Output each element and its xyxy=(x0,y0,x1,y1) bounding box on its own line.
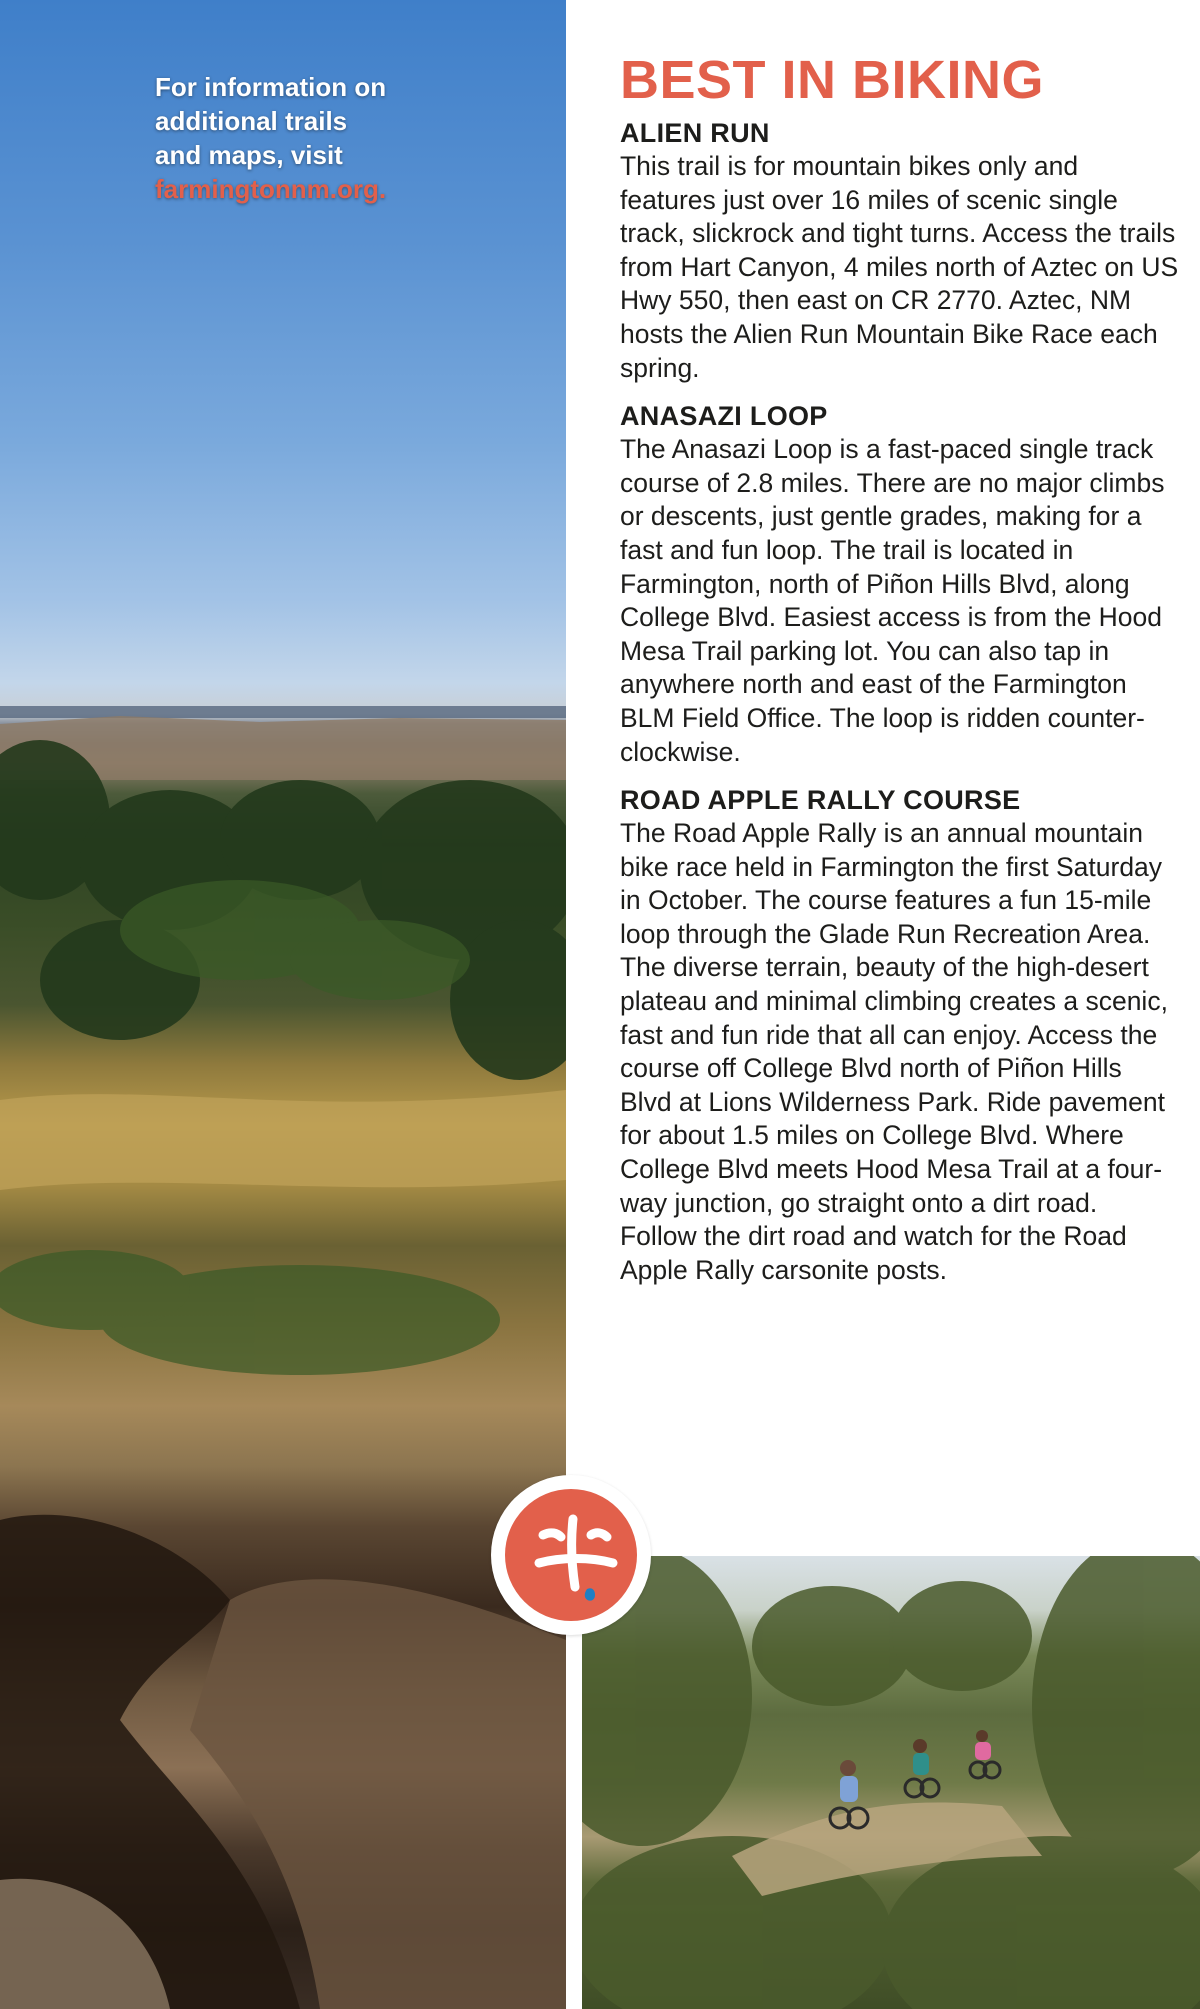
section-body-alien-run: This trail is for mountain bikes only and features just over 16 miles of scenic single track, slickrock and tight turns. Access the trails from Hart Canyon, 4 miles north of Aztec on US Hwy 550, then east on CR 2770. Aztec, NM hosts the Alien Run Mountain Bike Race each spring. xyxy=(620,151,1179,383)
bikers-photo xyxy=(582,1556,1200,2009)
farmington-logo-icon xyxy=(491,1475,651,1635)
section-heading-alien-run: ALIEN RUN xyxy=(620,118,770,148)
section-heading-road-apple-rally: ROAD APPLE RALLY COURSE xyxy=(620,785,1021,816)
website-link[interactable]: farmingtonnm.org. xyxy=(155,174,387,204)
caption-line-2: additional trails xyxy=(155,106,348,136)
caption-line-1: For information on xyxy=(155,72,387,102)
caption-line-3: and maps, visit xyxy=(155,140,343,170)
section-body-road-apple-rally: The Road Apple Rally is an annual mountain bike race held in Farmington the first Saturday in October. The course features a fun 15-mile loop through the Glade Run Recreation Area. The diverse terrain, beauty of the high-desert plateau and minimal climbing creates a scenic, fast and fun ride that all can enjoy. Access the course off College Blvd north of Piñon Hills Blvd at Lions Wilderness Park. Ride pavement for about 1.5 miles on College Blvd. Where College Blvd meets Hood Mesa Trail at a four-way junction, go straight onto a dirt road. Follow the dirt road and watch for the Road Apple Rally carsonite posts. xyxy=(620,818,1168,1285)
page-title: BEST IN BIKING xyxy=(620,50,1045,110)
logo-mark xyxy=(491,1475,651,1635)
bikers-illustration xyxy=(582,1556,1200,2009)
landscape-illustration xyxy=(0,0,566,2009)
trail-info-caption xyxy=(155,70,445,206)
section-body-anasazi-loop: The Anasazi Loop is a fast-paced single track course of 2.8 miles. There are no major climbs or descents, just gentle grades, making for a fast and fun loop. The trail is located in Farmington, north of Piñon Hills Blvd, along College Blvd. Easiest access is from the Hood Mesa Trail parking lot. You can also tap in anywhere north and east of the Farmington BLM Field Office. The loop is ridden counter-clockwise. xyxy=(620,434,1165,767)
landscape-photo xyxy=(0,0,566,2009)
biking-article xyxy=(620,48,1180,1301)
section-heading-anasazi-loop: ANASAZI LOOP xyxy=(620,401,828,432)
